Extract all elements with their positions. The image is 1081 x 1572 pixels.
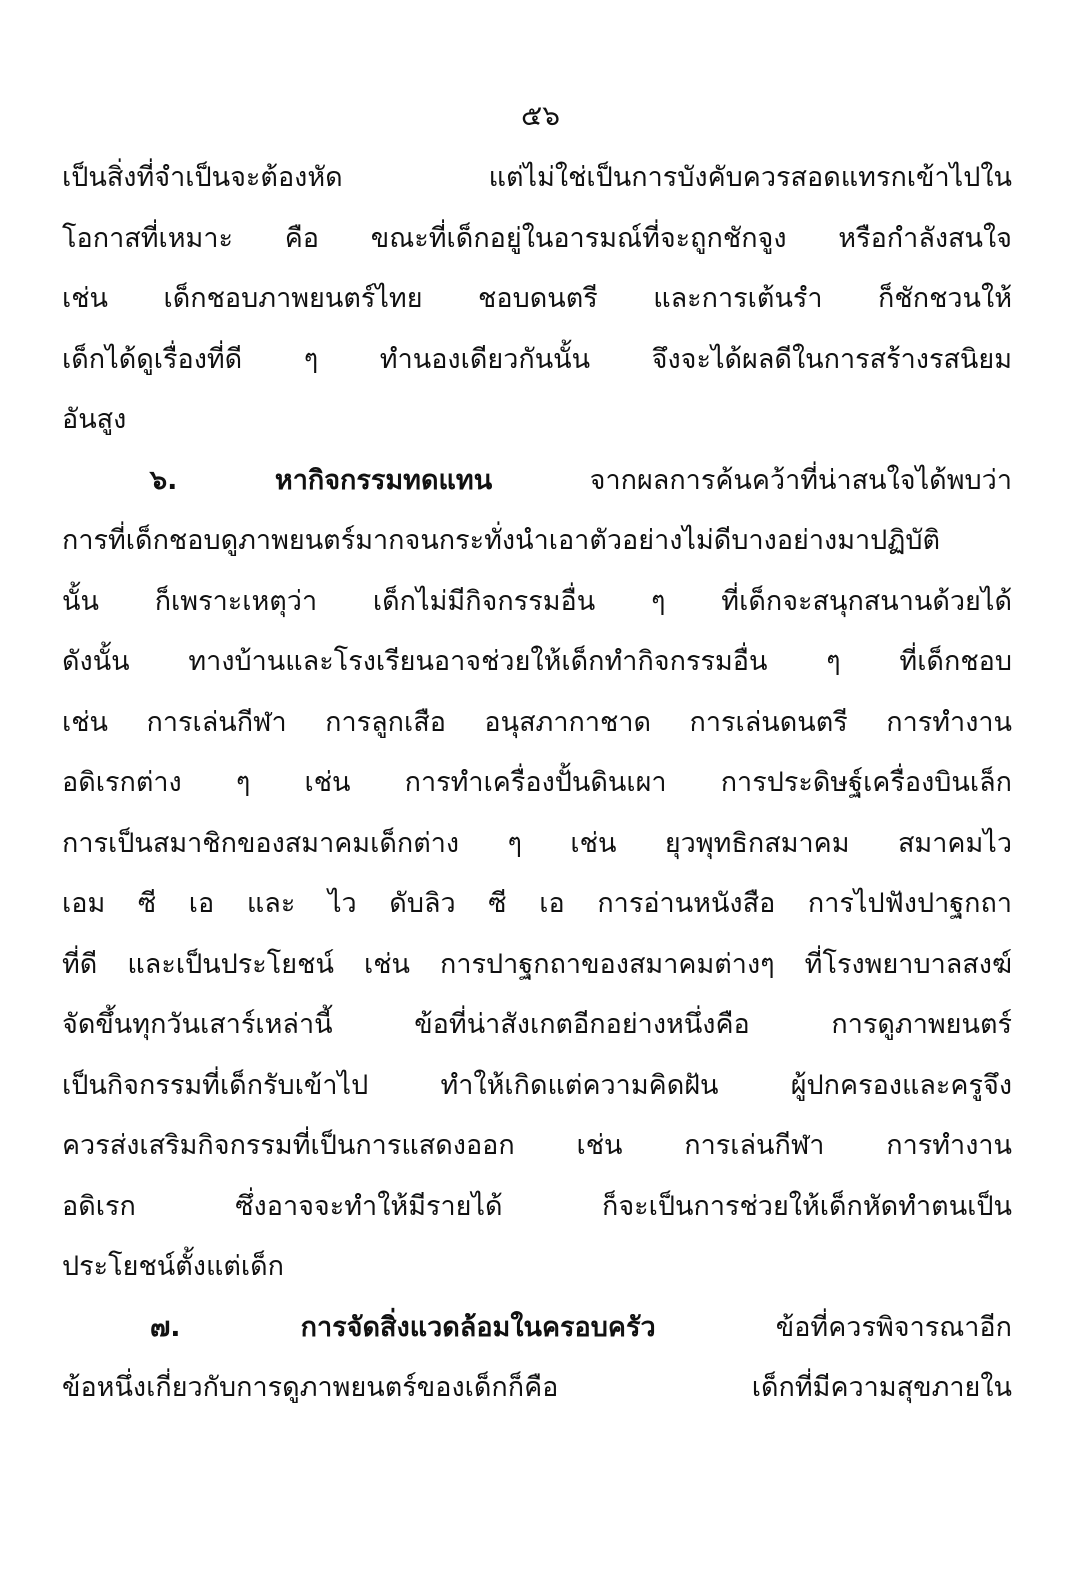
text-line-7 <box>62 511 1012 572</box>
line-text: ประโยชน์ตั้งแต่เด็ก <box>62 1251 285 1282</box>
text-line-10 <box>62 693 1012 754</box>
section-number: ๗. <box>150 1311 181 1343</box>
text-line-2 <box>62 209 1012 270</box>
text-line-18 <box>62 1177 1012 1238</box>
text-line-8 <box>62 572 1012 633</box>
text-line-12 <box>62 814 1012 875</box>
text-line-19 <box>62 1237 1012 1298</box>
line-text: เป็นสิ่งที่จำเป็นจะต้องหัด แต่ไม่ใช่เป็นการบังคับควรสอดแทรกเข้าไปใน <box>62 162 1012 193</box>
line-text: เด็กได้ดูเรื่องที่ดี ๆ ทำนองเดียวกันนั้น จึงจะได้ผลดีในการสร้างรสนิยม <box>62 343 1012 375</box>
section-number: ๖. <box>150 464 178 496</box>
line-text: อันสูง <box>62 404 127 435</box>
line-text: นั้น ก็เพราะเหตุว่า เด็กไม่มีกิจกรรมอื่น ๆ ที่เด็กจะสนุกสนานด้วยได้ <box>62 585 1012 617</box>
text-line-13 <box>62 874 1012 935</box>
page-number: ๕๖ <box>521 99 560 132</box>
line-text: เช่น การเล่นกีฬา การลูกเสือ อนุสภากาชาด การเล่นดนตรี การทำงาน <box>62 706 1012 738</box>
section-7-heading-line <box>62 1298 1012 1359</box>
text-line-15 <box>62 995 1012 1056</box>
text-line-21 <box>62 1358 1012 1419</box>
line-text: โอกาสที่เหมาะ คือ ขณะที่เด็กอยู่ในอารมณ์ที่จะถูกชักจูง หรือกำลังสนใจ <box>62 222 1012 254</box>
text-line-3 <box>62 269 1012 330</box>
text-line-14 <box>62 935 1012 996</box>
line-text: การที่เด็กชอบดูภาพยนตร์มากจนกระทั่งนำเอาตัวอย่างไม่ดีบางอย่างมาปฏิบัติ <box>62 525 941 556</box>
text-line-1 <box>62 148 1012 209</box>
section-6-heading-line <box>62 451 1012 512</box>
line-text: ควรส่งเสริมกิจกรรมที่เป็นการแสดงออก เช่น การเล่นกีฬา การทำงาน <box>62 1130 1012 1161</box>
text-line-5 <box>62 390 1012 451</box>
line-text: เช่น เด็กชอบภาพยนตร์ไทย ชอบดนตรี และการเต้นรำ ก็ชักชวนให้ <box>62 283 1012 314</box>
line-text: ดังนั้น ทางบ้านและโรงเรียนอาจช่วยให้เด็กทำกิจกรรมอื่น ๆ ที่เด็กชอบ <box>62 646 1012 677</box>
line-text: อดิเรก ซึ่งอาจจะทำให้มีรายได้ ก็จะเป็นการช่วยให้เด็กหัดทำตนเป็น <box>62 1190 1012 1222</box>
line-text: ข้อหนึ่งเกี่ยวกับการดูภาพยนตร์ของเด็กก็คือ เด็กที่มีความสุขภายใน <box>62 1372 1012 1403</box>
text-line-9 <box>62 632 1012 693</box>
line-text: เป็นกิจกรรมที่เด็กรับเข้าไป ทำให้เกิดแต่ความคิดฝัน ผู้ปกครองและครูจึง <box>62 1069 1012 1101</box>
text-line-16 <box>62 1056 1012 1117</box>
line-text: อดิเรกต่าง ๆ เช่น การทำเครื่องปั้นดินเผา การประดิษฐ์เครื่องบินเล็ก <box>62 767 1012 798</box>
section-heading: การจัดสิ่งแวดล้อมในครอบครัว <box>300 1311 656 1343</box>
line-text: จากผลการค้นคว้าที่น่าสนใจได้พบว่า <box>589 464 1012 496</box>
line-text: การเป็นสมาชิกของสมาคมเด็กต่าง ๆ เช่น ยุวพุทธิกสมาคม สมาคมไว <box>62 827 1012 859</box>
line-text: ที่ดี และเป็นประโยชน์ เช่น การปาฐกถาของสมาคมต่างๆ ที่โรงพยาบาลสงฆ์ <box>62 948 1012 980</box>
line-text: จัดขึ้นทุกวันเสาร์เหล่านี้ ข้อที่น่าสังเกตอีกอย่างหนึ่งคือ การดูภาพยนตร์ <box>62 1009 1012 1040</box>
body-text <box>62 148 1012 1419</box>
text-line-17 <box>62 1116 1012 1177</box>
text-line-11 <box>62 753 1012 814</box>
text-line-4 <box>62 330 1012 391</box>
section-heading: หากิจกรรมทดแทน <box>274 464 493 496</box>
line-text: ข้อที่ควรพิจารณาอีก <box>775 1311 1012 1343</box>
line-text: เอม ซี เอ และ ไว ดับลิว ซี เอ การอ่านหนังสือ การไปฟังปาฐกถา <box>62 888 1012 919</box>
